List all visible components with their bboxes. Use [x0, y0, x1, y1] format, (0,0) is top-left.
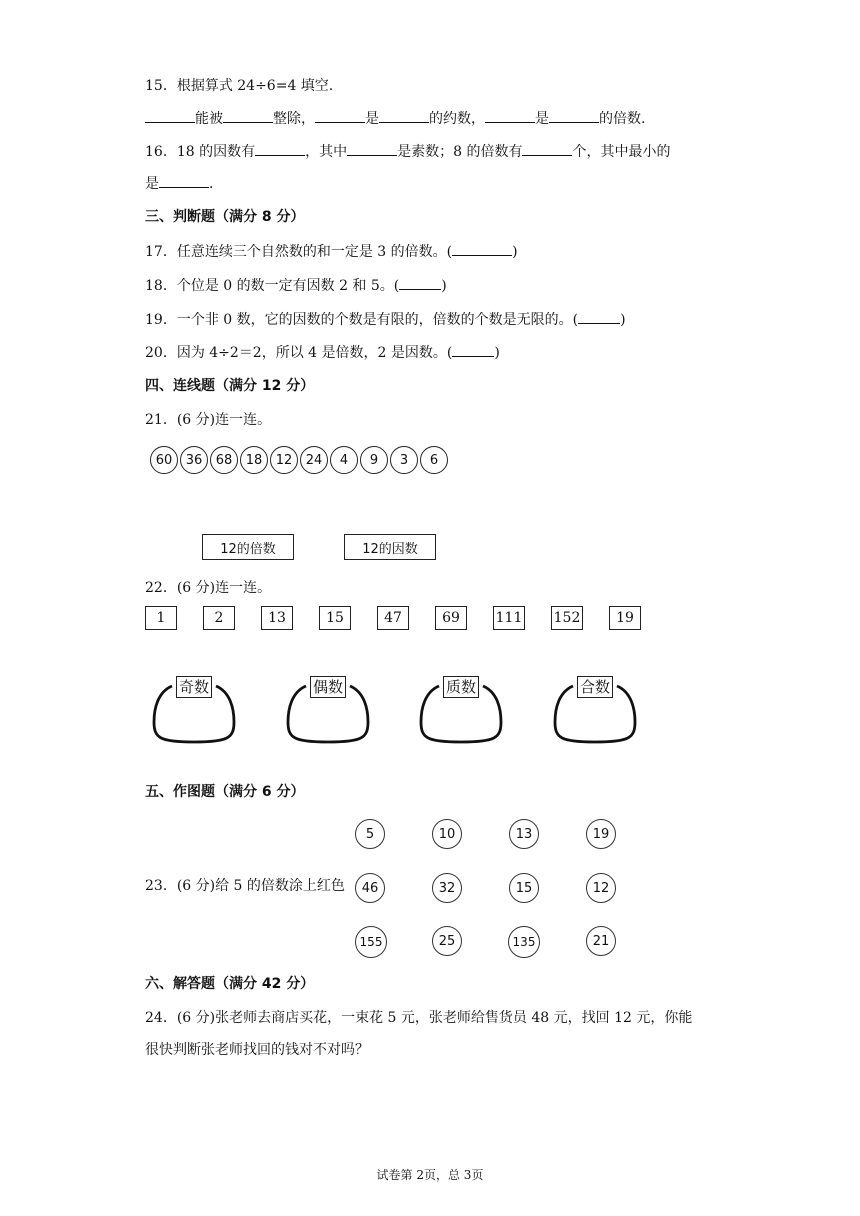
q23-title: 23．(6 分)给 5 的倍数涂上红色	[145, 878, 345, 894]
basket-label: 合数	[577, 676, 613, 698]
section-heading-3: 三、判断题（满分 8 分）	[145, 209, 305, 225]
answer-blank[interactable]	[347, 141, 397, 156]
number-circle[interactable]: 13	[509, 819, 539, 849]
answer-blank[interactable]	[379, 108, 429, 123]
number-circle[interactable]: 6	[420, 446, 448, 474]
number-circle[interactable]: 12	[270, 446, 298, 474]
section-heading-4: 四、连线题（满分 12 分）	[145, 378, 315, 394]
q15-title: 15．根据算式 24÷6=4 填空.	[145, 78, 334, 94]
q16-line1	[145, 141, 670, 162]
q20-text: 20．因为 4÷2＝2，所以 4 是倍数，2 是因数。(	[145, 345, 453, 361]
number-circle[interactable]: 60	[150, 446, 178, 474]
q24-line1: 24．(6 分)张老师去商店买花，一束花 5 元，张老师给售货员 48 元，找回 12 元，你能	[145, 1010, 693, 1026]
section-heading-6: 六、解答题（满分 42 分）	[145, 976, 315, 992]
answer-blank[interactable]	[315, 108, 365, 123]
q17-close: )	[512, 244, 518, 260]
number-circle[interactable]: 19	[586, 819, 616, 849]
basket-even[interactable]	[286, 676, 370, 746]
q19	[145, 309, 626, 330]
q16-line2	[145, 173, 213, 194]
answer-blank[interactable]	[399, 275, 441, 290]
basket-composite[interactable]	[553, 676, 637, 746]
answer-blank[interactable]	[452, 241, 512, 256]
q15-text: 是	[535, 111, 549, 127]
number-circle[interactable]: 32	[432, 873, 462, 903]
q17-text: 17．任意连续三个自然数的和一定是 3 的倍数。(	[145, 244, 453, 260]
q16-text: .	[209, 176, 214, 192]
answer-blank[interactable]	[549, 108, 599, 123]
answer-blank[interactable]	[223, 108, 273, 123]
answer-blank[interactable]	[255, 141, 305, 156]
basket-label: 偶数	[310, 676, 346, 698]
q17	[145, 241, 518, 262]
number-circle[interactable]: 155	[355, 926, 387, 958]
number-circle[interactable]: 18	[240, 446, 268, 474]
q16-text: 是	[145, 176, 159, 192]
number-box[interactable]: 13	[261, 606, 293, 630]
number-circle[interactable]: 10	[432, 819, 462, 849]
q21-title: 21．(6 分)连一连。	[145, 412, 272, 428]
basket-label: 质数	[443, 676, 479, 698]
number-box[interactable]: 2	[203, 606, 235, 630]
q15-text: 能被	[195, 111, 223, 127]
q18-close: )	[441, 278, 447, 294]
q16-text: ，其中	[305, 144, 348, 160]
number-circle[interactable]: 4	[330, 446, 358, 474]
number-circle[interactable]: 15	[509, 873, 539, 903]
number-circle[interactable]: 68	[210, 446, 238, 474]
number-circle[interactable]: 36	[180, 446, 208, 474]
answer-blank[interactable]	[452, 342, 494, 357]
basket-label: 奇数	[176, 676, 212, 698]
number-box[interactable]: 69	[435, 606, 467, 630]
q19-text: 19．一个非 0 数，它的因数的个数是有限的，倍数的个数是无限的。(	[145, 312, 579, 328]
section-heading-5: 五、作图题（满分 6 分）	[145, 784, 305, 800]
number-circle[interactable]: 21	[586, 926, 616, 956]
q18-text: 18．个位是 0 的数一定有因数 2 和 5。(	[145, 278, 400, 294]
q15-text: 整除，	[273, 111, 315, 127]
q16-text: 是素数；8 的倍数有	[397, 144, 523, 160]
q16-text: 个，其中最小的	[572, 144, 671, 160]
q18	[145, 275, 447, 296]
q21-number-row	[150, 446, 450, 474]
number-circle[interactable]: 135	[508, 926, 540, 958]
q24-line2: 很快判断张老师找回的钱对不对吗？	[145, 1042, 369, 1058]
answer-blank[interactable]	[485, 108, 535, 123]
answer-blank[interactable]	[522, 141, 572, 156]
answer-blank[interactable]	[159, 173, 209, 188]
multiples-of-12-box[interactable]: 12的倍数	[202, 534, 294, 560]
q15-text: 是	[365, 111, 379, 127]
page-footer: 试卷第 2页，总 3页	[376, 1168, 484, 1182]
number-circle[interactable]: 46	[355, 873, 385, 903]
answer-blank[interactable]	[145, 108, 195, 123]
q20-close: )	[494, 345, 500, 361]
q15-fill-line	[145, 108, 645, 129]
basket-odd[interactable]	[152, 676, 236, 746]
number-circle[interactable]: 3	[390, 446, 418, 474]
number-box[interactable]: 47	[377, 606, 409, 630]
number-circle[interactable]: 12	[586, 873, 616, 903]
q15-text: 的约数，	[429, 111, 485, 127]
number-box[interactable]: 19	[609, 606, 641, 630]
answer-blank[interactable]	[578, 309, 620, 324]
q15-text: 的倍数.	[599, 111, 646, 127]
q20	[145, 342, 500, 363]
number-circle[interactable]: 9	[360, 446, 388, 474]
q19-close: )	[620, 312, 626, 328]
number-circle[interactable]: 5	[355, 819, 385, 849]
number-box[interactable]: 15	[319, 606, 351, 630]
number-circle[interactable]: 24	[300, 446, 328, 474]
q16-text: 16．18 的因数有	[145, 144, 256, 160]
number-box[interactable]: 1	[145, 606, 177, 630]
number-box[interactable]: 152	[551, 606, 583, 630]
basket-prime[interactable]	[419, 676, 503, 746]
q22-title: 22．(6 分)连一连。	[145, 580, 272, 596]
number-box[interactable]: 111	[493, 606, 525, 630]
factors-of-12-box[interactable]: 12的因数	[344, 534, 436, 560]
number-circle[interactable]: 25	[432, 926, 462, 956]
